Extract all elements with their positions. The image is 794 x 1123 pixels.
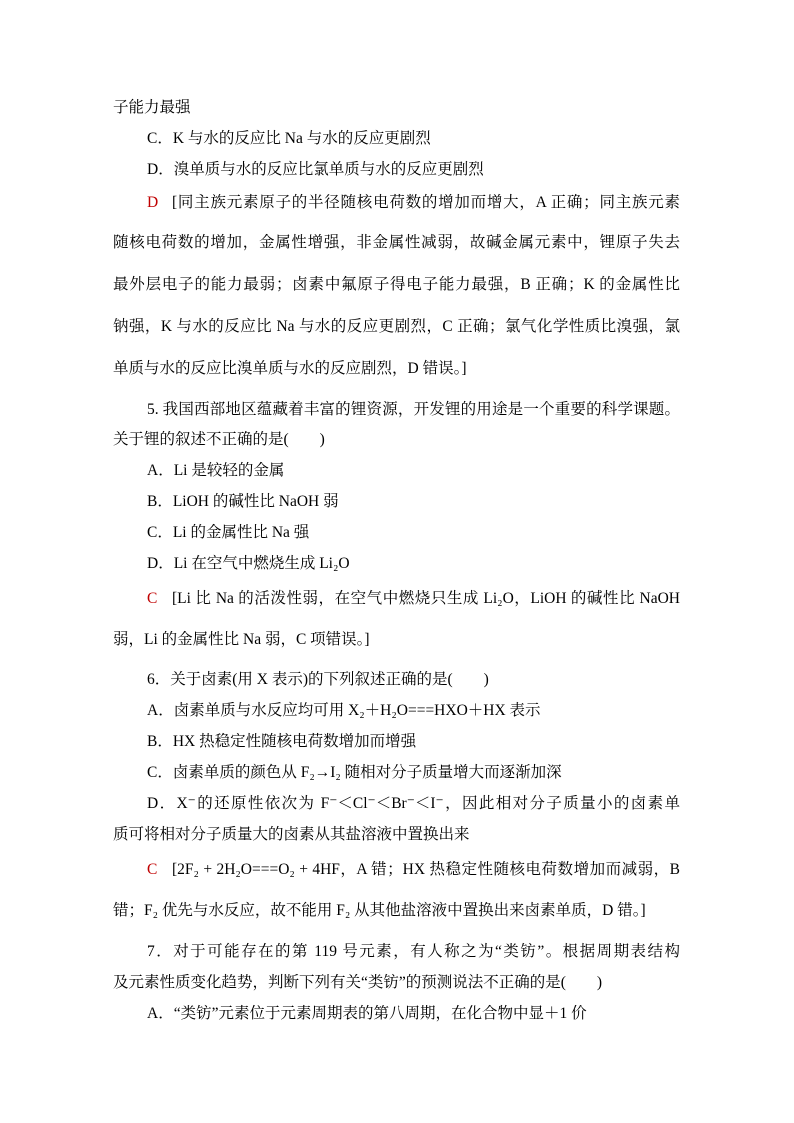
q4-explanation-line: 随核电荷数的增加，金属性增强，非金属性减弱，故碱金属元素中，锂原子失去 [113, 234, 680, 251]
q6-answer-letter: C [147, 861, 158, 878]
q5-option-a: A．Li 是较轻的金属 [147, 462, 285, 479]
q5-stem-line: 关于锂的叙述不正确的是( ) [113, 431, 325, 448]
q6-option-d-continuation: 质可将相对分子质量大的卤素从其盐溶液中置换出来 [113, 826, 470, 843]
q6-option-b: B．HX 热稳定性随核电荷数增加而增强 [147, 733, 417, 750]
q4-answer-letter: D [147, 194, 159, 211]
q4-option-c: C．K 与水的反应比 Na 与水的反应更剧烈 [147, 130, 431, 147]
q5-answer-letter: C [147, 590, 158, 607]
q4-option-d: D．溴单质与水的反应比氯单质与水的反应更剧烈 [147, 161, 484, 178]
q4-explanation-line: 单质与水的反应比溴单质与水的反应剧烈，D 错误。] [113, 360, 467, 377]
q4-stem-tail: 子能力最强 [113, 99, 191, 116]
q5-explanation-line: [Li 比 Na 的活泼性弱，在空气中燃烧只生成 Li₂O，LiOH 的碱性比 NaOH [172, 590, 680, 607]
q5-option-b: B．LiOH 的碱性比 NaOH 弱 [147, 493, 339, 510]
q7-option-a: A．“类钫”元素位于元素周期表的第八周期，在化合物中显＋1 价 [147, 1005, 587, 1022]
q7-stem-line: 7．对于可能存在的第 119 号元素，有人称之为“类钫”。根据周期表结构 [147, 943, 680, 960]
q5-option-d: D．Li 在空气中燃烧生成 Li₂O [147, 555, 350, 572]
q6-option-a: A．卤素单质与水反应均可用 X₂＋H₂O===HXO＋HX 表示 [147, 702, 541, 719]
q6-option-c: C．卤素单质的颜色从 F₂→I₂ 随相对分子质量增大而逐渐加深 [147, 764, 562, 781]
q4-answer [147, 192, 680, 214]
q7-stem-line: 及元素性质变化趋势，判断下列有关“类钫”的预测说法不正确的是( ) [113, 974, 603, 991]
q6-stem-line: 6．关于卤素(用 X 表示)的下列叙述正确的是( ) [147, 671, 489, 688]
q5-answer [147, 588, 680, 610]
q5-stem-line: 5. 我国西部地区蕴藏着丰富的锂资源，开发锂的用途是一个重要的科学课题。 [147, 401, 680, 418]
q5-option-c: C．Li 的金属性比 Na 强 [147, 524, 310, 541]
q4-explanation-line: [同主族元素原子的半径随核电荷数的增加而增大，A 正确；同主族元素 [172, 194, 680, 211]
q6-explanation-line: [2F₂ + 2H₂O===O₂ + 4HF，A 错；HX 热稳定性随核电荷数增加而减弱，B [172, 861, 680, 878]
q4-explanation-line: 钠强，K 与水的反应比 Na 与水的反应更剧烈，C 正确；氯气化学性质比溴强，氯 [113, 318, 680, 335]
q5-explanation-line: 弱，Li 的金属性比 Na 弱，C 项错误。] [113, 631, 370, 648]
q6-explanation-line: 错；F₂ 优先与水反应，故不能用 F₂ 从其他盐溶液中置换出来卤素单质，D 错。] [113, 902, 646, 919]
q6-option-d: D．X⁻的还原性依次为 F⁻＜Cl⁻＜Br⁻＜I⁻，因此相对分子质量小的卤素单 [147, 795, 680, 812]
q6-answer [147, 859, 680, 881]
q4-explanation-line: 最外层电子的能力最弱；卤素中氟原子得电子能力最强，B 正确；K 的金属性比 [113, 276, 680, 293]
